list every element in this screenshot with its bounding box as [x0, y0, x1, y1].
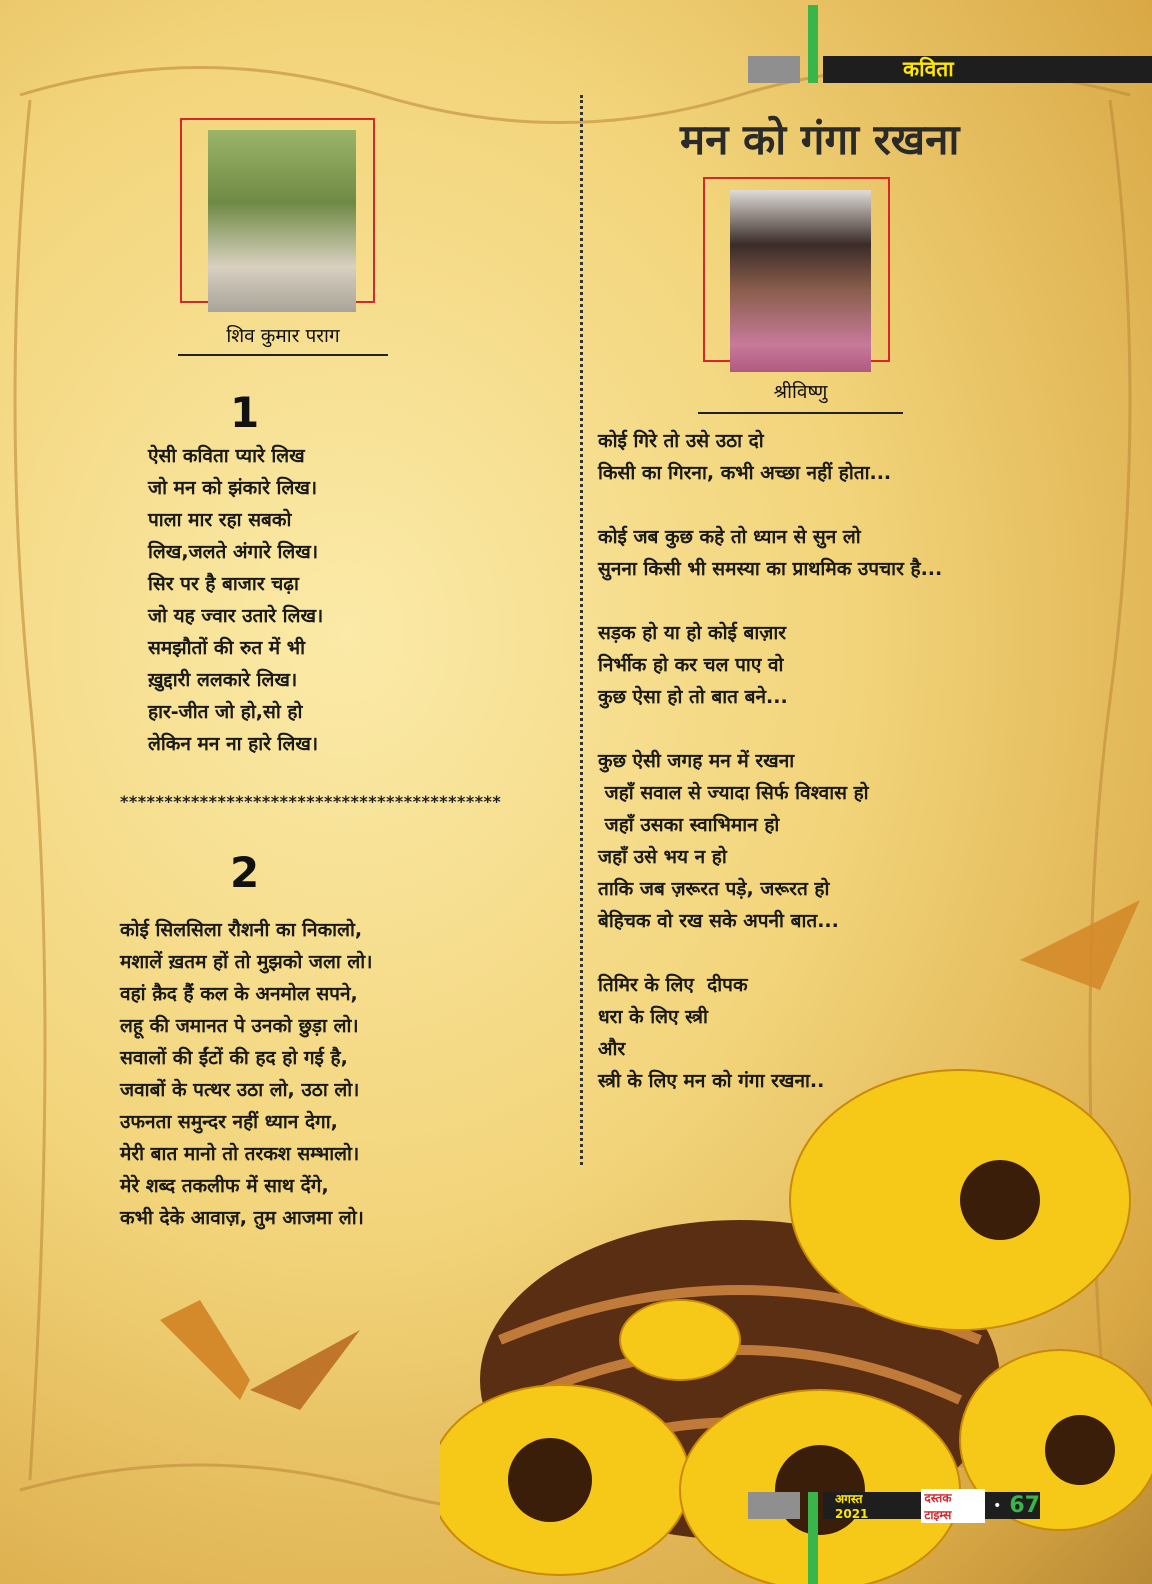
footer-gray-block [748, 1492, 800, 1519]
poem-line: धरा के लिए स्त्री [598, 1006, 708, 1028]
poem-line: सिर पर है बाजार चढ़ा [148, 573, 299, 595]
author-photo [208, 130, 356, 312]
author-name-2: श्रीविष्णु [773, 381, 828, 403]
poem-line: निर्भीक हो कर चल पाए वो [598, 654, 784, 676]
poem-line: समझौतों की रुत में भी [148, 637, 306, 659]
page-number: 67 [1009, 1493, 1040, 1518]
poem-line: पाला मार रहा सबको [148, 509, 292, 531]
section-label: कविता [903, 57, 954, 81]
poem-line: जहाँ सवाल से ज्यादा सिर्फ विश्वास हो [598, 782, 869, 804]
poem-line: हार-जीत जो हो,सो हो [148, 701, 303, 723]
poem-line: लिख,जलते अंगारे लिख। [148, 541, 319, 563]
poem-line: मेरे शब्द तकलीफ में साथ देंगे, [120, 1175, 329, 1197]
poem-line: जवाबों के पत्थर उठा लो, उठा लो। [120, 1079, 360, 1101]
poem-title: मन को गंगा रखना [680, 115, 960, 164]
butterfly-illustration [140, 1290, 370, 1430]
poem-line: कोई गिरे तो उसे उठा दो [598, 430, 764, 452]
poem-line: लहू की जमानत पे उनको छुड़ा लो। [120, 1015, 359, 1037]
issue-date: अगस्त 2021 [835, 1492, 869, 1521]
author-underline [178, 354, 388, 356]
stanza [598, 617, 942, 713]
author-photo-2 [730, 190, 871, 372]
poem-2 [120, 914, 372, 1234]
footer-banner [823, 1490, 1040, 1522]
poem-line: सुनना किसी भी समस्या का प्राथमिक उपचार है... [598, 558, 943, 580]
poem-line: कुछ ऐसा हो तो बात बने... [598, 686, 788, 708]
magazine-logo: दस्तक टाइम्स [921, 1489, 985, 1523]
poem-1 [148, 440, 323, 760]
poem-line: कभी देके आवाज़, तुम आजमा लो। [120, 1207, 364, 1229]
poem-line: कोई जब कुछ कहे तो ध्यान से सुन लो [598, 526, 861, 548]
poem-number-2: 2 [230, 848, 260, 897]
poem-line: जो मन को झंकारे लिख। [148, 477, 318, 499]
poem-line: कोई सिलसिला रौशनी का निकालो, [120, 919, 363, 941]
poem-line: कुछ ऐसी जगह मन में रखना [598, 750, 795, 772]
sunflower-basket-illustration [440, 880, 1152, 1584]
poem-line: सड़क हो या हो कोई बाज़ार [598, 622, 787, 644]
separator-stars: ******************************************* [120, 792, 502, 811]
poem-line: जहाँ उसका स्वाभिमान हो [598, 814, 780, 836]
author-name: शिव कुमार पराग [226, 325, 340, 347]
header-green-stripe [808, 5, 818, 83]
poem-line: बेहिचक वो रख सके अपनी बात... [598, 910, 839, 932]
poem-line: ताकि जब ज़रूरत पड़े, जरूरत हो [598, 878, 830, 900]
poem-line: लेकिन मन ना हारे लिख। [148, 733, 319, 755]
footer-green-stripe [808, 1492, 818, 1584]
poem-line: ख़ुद्दारी ललकारे लिख। [148, 669, 298, 691]
poem-line: उफनता समुन्दर नहीं ध्यान देगा, [120, 1111, 338, 1133]
section-banner [823, 56, 1152, 83]
poem-line: स्त्री के लिए मन को गंगा रखना.. [598, 1070, 825, 1092]
stanza [598, 521, 942, 585]
poem-line: मेरी बात मानो तो तरकश सम्भालो। [120, 1143, 360, 1165]
stanza [598, 425, 942, 489]
poem-line: और [598, 1038, 626, 1060]
header-gray-block [748, 56, 800, 83]
poem-line: ऐसी कविता प्यारे लिख [148, 445, 305, 467]
poem-line: जहाँ उसे भय न हो [598, 846, 727, 868]
poem-line: मशालें ख़तम हों तो मुझको जला लो। [120, 951, 373, 973]
poem-line: किसी का गिरना, कभी अच्छा नहीं होता... [598, 462, 892, 484]
poem-number-1: 1 [230, 388, 260, 437]
author-underline-2 [698, 412, 903, 414]
poem-line: जो यह ज्वार उतारे लिख। [148, 605, 324, 627]
poem-line: वहां क़ैद हैं कल के अनमोल सपने, [120, 983, 358, 1005]
poem-line: सवालों की ईंटों की हद हो गई है, [120, 1047, 348, 1069]
poem-line: तिमिर के लिए दीपक [598, 974, 748, 996]
bullet: • [993, 1497, 1002, 1514]
